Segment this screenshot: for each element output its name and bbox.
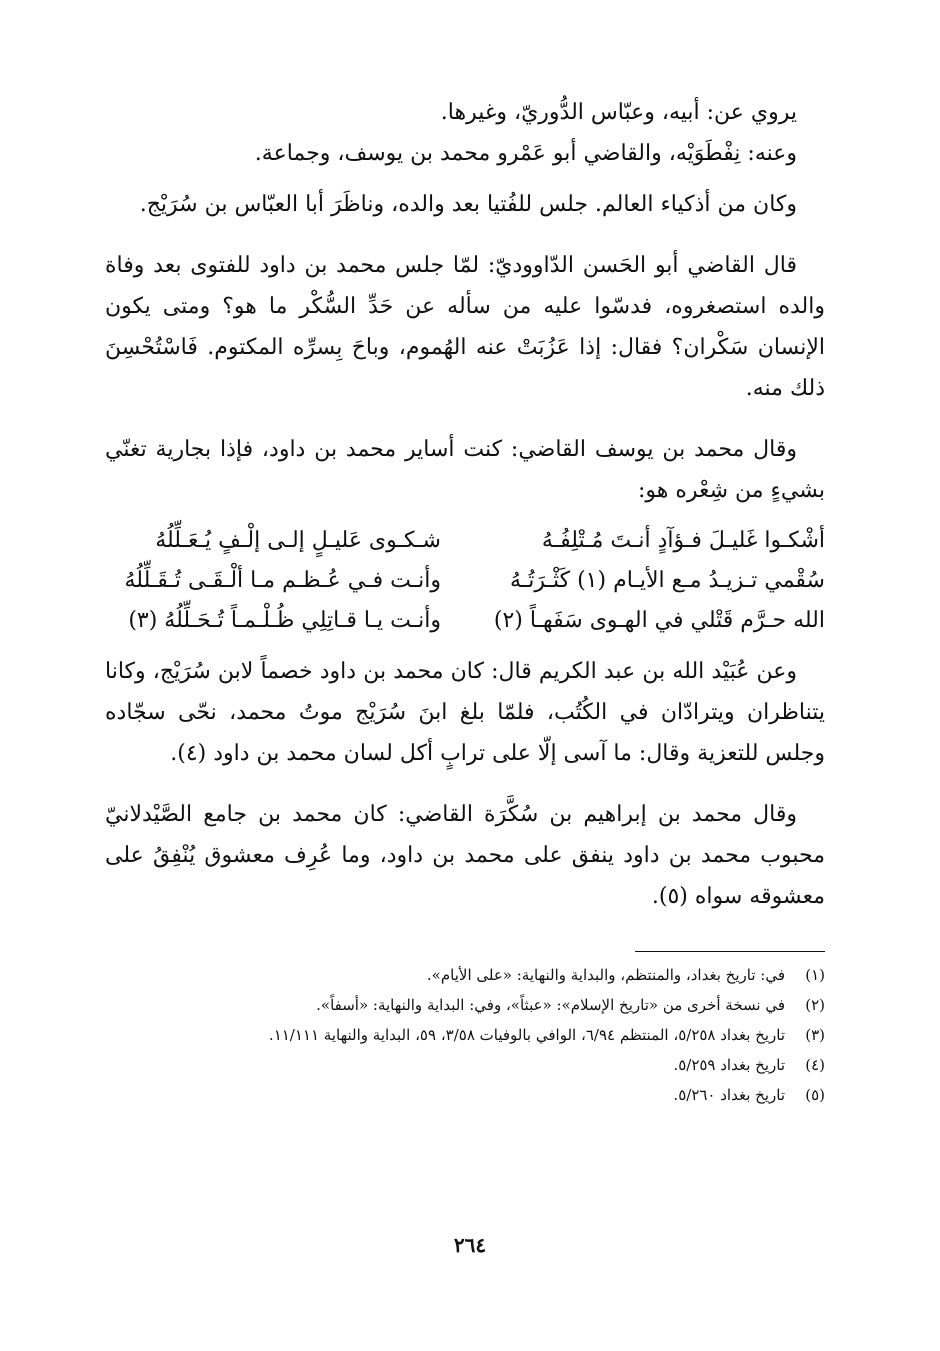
- story-paragraph-1: قال القاضي أبو الحَسن الدّاووديّ: لمّا جلس محمد بن داود للفتوى بعد وفاة والده استصغروه، فدسّوا عليه من سأله عن حَدِّ السُّكْر ما هو؟ ومتى يكون الإنسان سَكْران؟ فقال: إذا عَزُبَتْ عنه الهُموم، وباحَ بِسرِّه المكتوم. فَاسْتُحْسِنَ ذلك منه.: [105, 253, 825, 401]
- story-paragraph-2: وقال محمد بن يوسف القاضي: كنت أساير محمد بن داود، فإذا بجارية تغنّي بشيءٍ من شِعْره هو:: [105, 437, 825, 503]
- footnote-number: (٣): [805, 1026, 825, 1044]
- footnote-number: (١): [805, 966, 825, 984]
- story-paragraph-4: وقال محمد بن إبراهيم بن سُكَّرَة القاضي: كان محمد بن جامع الصَّيْدلانيّ محبوب محمد بن داود ينفق على محمد بن داود، وما عُرِف معشوق يُنْفِقُ على معشوقه سواه (٥).: [105, 802, 825, 909]
- verse-first-hemistich: سُقْمي تـزيـدُ مـع الأيـام (١) كَثْـرَتُـهُ: [510, 568, 825, 593]
- verse-second-hemistich: شـكـوى عَليـلٍ إلـى إلْـفٍ يُـعَـلِّلُهُ: [155, 528, 441, 553]
- verse-second-hemistich: وأنـت يـا قـاتِلِي ظُـلْـمـاً تُـحَـلِّلُهُ (٣): [128, 608, 441, 633]
- footnote: [105, 990, 825, 1020]
- footnote: [105, 1080, 825, 1110]
- footnote-text: في: تاريخ بغداد، والمنتظم، والبداية والنهاية: «على الأيام».: [426, 966, 785, 984]
- verse-first-hemistich: الله حـرَّم قَتْلي في الهـوى سَفَهـاً (٢): [493, 608, 825, 633]
- footnote-number: (٤): [805, 1056, 825, 1074]
- narrators-to: وعنه: نِفْطَوَيْه، والقاضي أبو عَمْرو محمد بن يوسف، وجماعة.: [254, 141, 797, 166]
- verse-first-hemistich: أشْكـوا غَليـلَ فـؤآدٍ أنـتَ مُـتْلِفُـهُ: [541, 528, 825, 553]
- footnote-text: في نسخة أخرى من «تاريخ الإسلام»: «عبثاً»، وفي: البداية والنهاية: «أسفاً».: [316, 996, 785, 1014]
- narrators-from: يروي عن: أبيه، وعبّاس الدُّوريّ، وغيرها.: [440, 100, 797, 125]
- footnote-text: تاريخ بغداد ٥/٢٥٩.: [673, 1056, 785, 1074]
- footnote-number: (٢): [805, 996, 825, 1014]
- story-paragraph-3: وعن عُبَيْد الله بن عبد الكريم قال: كان محمد بن داود خصماً لابن سُرَيْج، وكانا يتناظران ويترادّان في الكُتُب، فلمّا بلغ ابنَ سُرَيْج موتُ محمد، نحّى سجّاده وجلس للتعزية وقال: ما آسى إلّا على ترابٍ أكل لسان محمد بن داود (٤).: [105, 659, 825, 766]
- verse-second-hemistich: وأنـت فـي عُـظـم مـا ألْـقَـى تُـقَـلِّلُهُ: [124, 568, 441, 593]
- page-body: [105, 92, 825, 1110]
- footnote-text: تاريخ بغداد ٥/٢٦٠.: [673, 1086, 785, 1104]
- poem: [105, 521, 825, 641]
- intro-paragraph: وكان من أذكياء العالم. جلس للفُتيا بعد والده، وناظَرَ أبا العبّاس بن سُرَيْج.: [139, 192, 797, 217]
- footnote: [105, 960, 825, 990]
- page-number: ٢٦٤: [453, 1233, 487, 1257]
- footnote-separator: [635, 951, 825, 952]
- footnote: [105, 1050, 825, 1080]
- footnote-number: (٥): [805, 1086, 825, 1104]
- footnote-text: تاريخ بغداد ٥/٢٥٨، المنتظم ٦/٩٤، الوافي بالوفيات ٣/٥٨، ٥٩، البداية والنهاية ١١/١١١.: [268, 1026, 785, 1044]
- footnote: [105, 1020, 825, 1050]
